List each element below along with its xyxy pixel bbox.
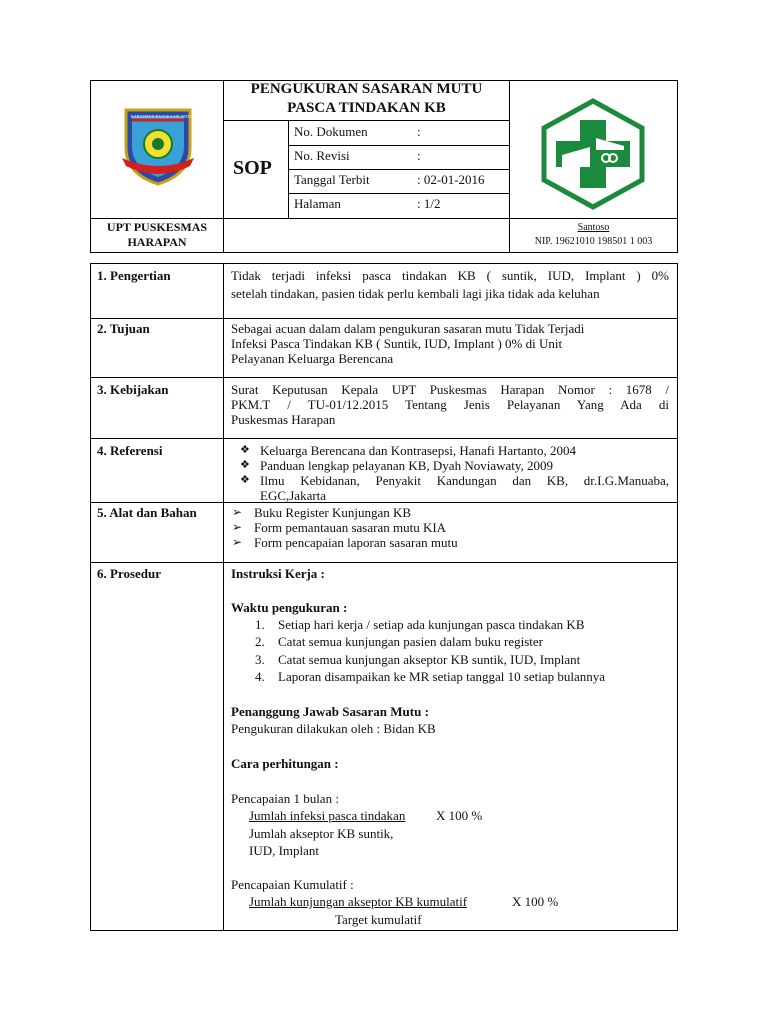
pj-text: Pengukuran dilakukan oleh : Bidan KB <box>231 721 436 736</box>
alat-item: Form pemantauan sasaran mutu KIA <box>254 520 447 535</box>
pencapaian1-title: Pencapaian 1 bulan : <box>231 791 339 806</box>
tujuan-line3: Pelayanan Keluarga Berencana <box>231 351 394 366</box>
doc-title-line2: PASCA TINDAKAN KB <box>287 100 446 116</box>
tujuan-line2: Infeksi Pasca Tindakan KB ( Suntik, IUD, Implant ) 0% di Unit <box>231 336 563 351</box>
arrow-bullet-icon: ➢ <box>232 520 243 534</box>
org-name-line2: HARAPAN <box>127 235 187 249</box>
diamond-bullet-icon: ❖ <box>240 443 250 456</box>
step-text: Setiap hari kerja / setiap ada kunjungan pasca tindakan KB <box>278 617 585 632</box>
field-label-halaman: Halaman <box>294 196 341 211</box>
logo-caption: KABUPATEN BANGKA SELATAN <box>131 114 191 119</box>
step-number: 2. <box>255 634 265 649</box>
referensi-item: Keluarga Berencana dan Kontrasepsi, Hanafi Hartanto, 2004 <box>260 443 576 458</box>
pengertian-line1: Tidak terjadi infeksi pasca tindakan KB ( suntik, IUD, Implant ) 0% <box>231 268 669 283</box>
label-prosedur: 6. Prosedur <box>97 566 162 581</box>
puskesmas-logo <box>538 98 648 210</box>
sop-label: SOP <box>233 157 272 179</box>
arrow-bullet-icon: ➢ <box>232 505 243 519</box>
kebijakan-line1: Surat Keputusan Kepala UPT Puskesmas Harapan Nomor : 1678 / <box>231 382 669 397</box>
field-label-revisi: No. Revisi <box>294 148 350 163</box>
label-referensi: 4. Referensi <box>97 443 163 458</box>
step-text: Catat semua kunjungan pasien dalam buku register <box>278 634 543 649</box>
diamond-bullet-icon: ❖ <box>240 458 250 471</box>
cara-title: Cara perhitungan : <box>231 756 339 771</box>
field-label-dokumen: No. Dokumen <box>294 124 368 139</box>
tujuan-line1: Sebagai acuan dalam dalam pengukuran sasaran mutu Tidak Terjadi <box>231 321 585 336</box>
pengertian-line2: setelah tindakan, pasien tidak perlu kembali lagi jika tidak ada keluhan <box>231 286 600 301</box>
signer-nip: NIP. 19621010 198501 1 003 <box>534 236 653 247</box>
field-value-halaman: : 1/2 <box>417 196 441 211</box>
alat-item: Buku Register Kunjungan KB <box>254 505 412 520</box>
kebijakan-line3: Puskesmas Harapan <box>231 412 336 427</box>
regency-logo <box>118 104 198 186</box>
arrow-bullet-icon: ➢ <box>232 535 243 549</box>
referensi-item: Panduan lengkap pelayanan KB, Dyah Noviawaty, 2009 <box>260 458 554 473</box>
referensi-item: Ilmu Kebidanan, Penyakit Kandungan dan KB, dr.I.G.Manuaba, <box>260 473 669 488</box>
doc-title-line1: PENGUKURAN SASARAN MUTU <box>250 81 483 97</box>
pencapaian1-numerator: Jumlah infeksi pasca tindakan <box>249 808 406 823</box>
pencapaian1-denominator: Jumlah akseptor KB suntik, <box>249 826 394 841</box>
step-text: Catat semua kunjungan akseptor KB suntik, IUD, Implant <box>278 652 581 667</box>
kumulatif-multiplier: X 100 % <box>512 894 559 909</box>
field-value-dokumen: : <box>417 124 421 139</box>
label-tujuan: 2. Tujuan <box>97 321 150 336</box>
field-value-tanggal: : 02-01-2016 <box>417 172 485 187</box>
pencapaian1-denominator-cont: IUD, Implant <box>249 843 320 858</box>
pencapaian1-multiplier: X 100 % <box>436 808 483 823</box>
step-number: 4. <box>255 669 265 684</box>
label-alat: 5. Alat dan Bahan <box>97 505 197 520</box>
kumulatif-denominator: Target kumulatif <box>335 912 422 927</box>
waktu-title: Waktu pengukuran : <box>231 600 348 615</box>
alat-item: Form pencapaian laporan sasaran mutu <box>254 535 458 550</box>
instruksi-kerja: Instruksi Kerja : <box>231 566 325 581</box>
kumulatif-numerator: Jumlah kunjungan akseptor KB kumulatif <box>249 894 468 909</box>
referensi-item-cont: EGC,Jakarta <box>260 488 327 503</box>
step-text: Laporan disampaikan ke MR setiap tanggal 10 setiap bulannya <box>278 669 606 684</box>
step-number: 1. <box>255 617 265 632</box>
label-kebijakan: 3. Kebijakan <box>97 382 169 397</box>
field-value-revisi: : <box>417 148 421 163</box>
field-label-tanggal: Tanggal Terbit <box>294 172 370 187</box>
pj-title: Penanggung Jawab Sasaran Mutu : <box>231 704 429 719</box>
kebijakan-line2: PKM.T / TU-01/12.2015 Tentang Jenis Pelayanan Yang Ada di <box>231 397 669 412</box>
diamond-bullet-icon: ❖ <box>240 473 250 486</box>
org-name-line1: UPT PUSKESMAS <box>106 220 208 234</box>
step-number: 3. <box>255 652 265 667</box>
label-pengertian: 1. Pengertian <box>97 268 171 283</box>
kumulatif-title: Pencapaian Kumulatif : <box>231 877 354 892</box>
signer-name: Santoso <box>577 222 610 233</box>
